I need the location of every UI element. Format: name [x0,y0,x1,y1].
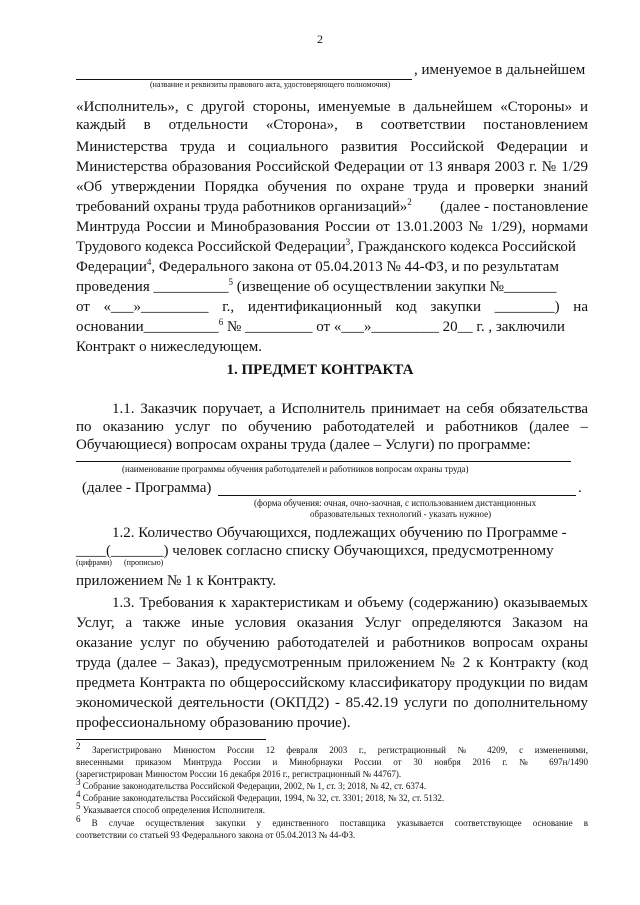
footnote-2-cont: (зарегистрирован Минюстом России 16 декабря 2016 г., регистрационный № 44767). [76,769,402,779]
page-number: 2 [317,32,323,46]
footnote-ref: 5 [228,277,233,287]
text-line: Трудового кодекса Российской Федерации$^3$, Гражданского кодекса Российской [76,237,576,255]
text-line: Федерации$^4$, Федерального закона от 05.04.2013 № 44-ФЗ, и по результатам [76,257,559,275]
text-line: Контракт о нижеследующем. [76,339,262,355]
fill-line-program [76,461,571,462]
footnote-ref: 3 [345,237,351,247]
clause-1-1-line: по оказанию услуг по обучению работодателей и работников (далее – [76,419,588,435]
caption-form-2: образовательных технологий - указать нужное) [310,509,492,519]
section-heading: 1. ПРЕДМЕТ КОНТРАКТА [226,362,414,378]
text-line: Министерства образования Российской Федерации от 13 января 2003 г. № 1/29 [76,159,588,175]
clause-1-3-line: труда (далее – Заказ), предусмотренным приложением № 2 к Контракту (код [76,655,588,671]
text-line: основании__________$^6$ № _________ от «___»_________ 20__ г. , заключили [76,317,565,335]
clause-1-3-line: оказание услуг по обучению работодателей и работников вопросам охраны [76,635,588,651]
footnote-4: $^4$ Собрание законодательства Российской Федерации, 1994, № 32, ст. 3301; 2018, № 32, ст. 5132. [76,789,445,803]
footnote-6-cont: соответствии со статьей 93 Федерального закона от 05.04.2013 № 44-ФЗ. [76,830,356,840]
clause-1-1-line: 1.1. Заказчик поручает, а Исполнитель принимает на себя обязательства [112,401,588,417]
footnote-ref: 4 [146,257,152,267]
caption-legal-act: (название и реквизиты правового акта, удостоверяющего полномочия) [150,80,391,89]
clause-1-2-line: 1.2. Количество Обучающихся, подлежащих обучению по Программе - [112,525,567,541]
clause-1-3-line: профессиональному образованию прочие). [76,715,351,731]
footnote-ref: 2 [407,197,412,207]
footnote-ref: 6 [218,317,224,327]
named-hereinafter-text: , именуемое в дальнейшем [414,62,586,78]
clause-1-3-line: экономической деятельности (ОКПД2) - 85.42.19 услуги по дополнительному [76,695,588,711]
text-line: Министерства труда и социального развития Российской Федерации и [76,139,588,155]
clause-1-3-line: Услуг, а также иные условия оказания Услуг определяются Заказом на [76,615,588,631]
fill-line-form [218,495,576,496]
footnote-3: $^3$ Собрание законодательства Российской Федерации, 2002, № 1, ст. 3; 2018, № 42, ст. 6374. [76,777,427,791]
caption-form-1: (форма обучения: очная, очно-заочная, с использованием дистанционных [254,498,537,508]
footnote-2: $^2$ Зарегистрировано Минюстом России 12 февраля 2003 г., регистрационный № 4209, с изменениями, [76,741,588,755]
clause-1-2-line: приложением № 1 к Контракту. [76,573,277,589]
caption-digits: (цифрами) [76,558,112,567]
text-line: проведения __________$^5$ (извещение об осуществлении закупки №_______ [76,277,557,295]
caption-words: (прописью) [124,558,164,567]
caption-program: (наименование программы обучения работодателей и работников вопросам охраны труда) [122,464,469,474]
footnote-6: $^6$ В случае осуществления закупки у единственного поставщика указывается соответствующее основание в [76,814,588,828]
program-dot: . [578,480,582,496]
footnote-5: $^5$ Указывается способ определения Исполнителя. [76,801,265,815]
text-line: требований охраны труда работников организаций»$^2$ (далее - постановление [76,197,588,215]
text-line: каждый в отдельности «Сторона», в соответствии постановлением [76,117,588,133]
text-line: «Об утверждении Порядка обучения по охране труда и проверки знаний [76,179,588,195]
footnote-separator [76,739,266,740]
text-line: Минтруда России и Минобразования России от 13.01.2003 № 1/29), нормами [76,219,588,235]
clause-1-3-line: предмета Контракта по общероссийскому классификатору продукции по видам [76,675,588,691]
clause-1-2-line: ____(_______) человек согласно списку Обучающихся, предусмотренному [76,543,554,559]
text-line: «Исполнитель», с другой стороны, именуемые в дальнейшем «Стороны» и [76,99,588,115]
clause-1-3-line: 1.3. Требования к характеристикам и объему (содержанию) оказываемых [112,595,588,611]
clause-1-1-line: Обучающиеся) вопросам охраны труда (далее – Услуги) по программе: [76,437,531,453]
program-label: (далее - Программа) [82,480,212,496]
text-line: от «___»_________ г., идентификационный код закупки ________) на [76,299,588,315]
footnote-2-cont: внесенными приказом Минтруда России и Минобрнауки России от 30 ноября 2016 г. № 697н/1490 [76,757,588,767]
